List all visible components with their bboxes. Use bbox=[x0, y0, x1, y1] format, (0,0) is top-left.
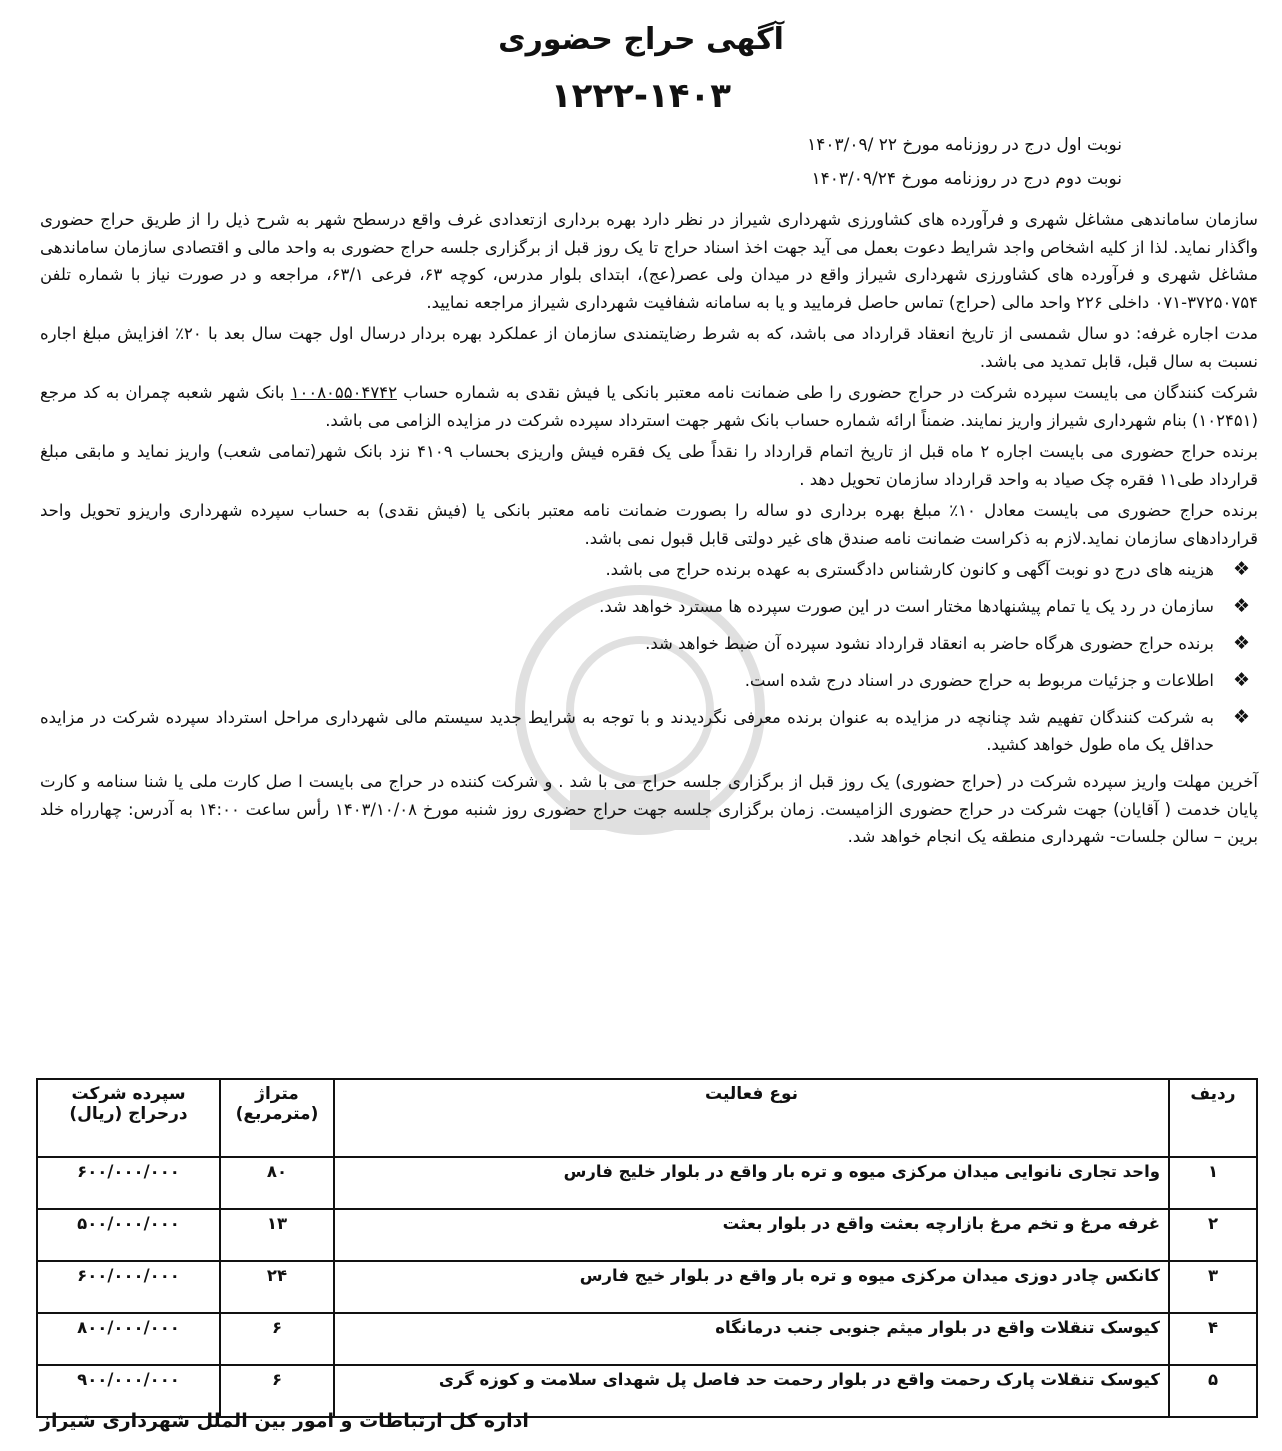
deposit-value: ۹۰۰/۰۰۰/۰۰۰ bbox=[37, 1365, 220, 1417]
activity-type: غرفه مرغ و تخم مرغ بازارچه بعثت واقع در بلوار بعثت bbox=[334, 1209, 1169, 1261]
area-value: ۸۰ bbox=[220, 1157, 334, 1209]
issuer-footer: اداره کل ارتباطات و امور بین الملل شهرداری شیراز bbox=[40, 1410, 529, 1432]
first-publication-date: نوبت اول درج در روزنامه مورخ ۲۲ /۱۴۰۳/۰۹ bbox=[807, 135, 1122, 155]
header-deposit: سپرده شرکت درحراج (ریال) bbox=[37, 1079, 220, 1157]
condition-text: هزینه های درج دو نوبت آگهی و کانون کارشناس دادگستری به عهده برنده حراج می باشد. bbox=[605, 560, 1214, 579]
row-number: ۵ bbox=[1169, 1365, 1257, 1417]
table-row bbox=[37, 1313, 1257, 1365]
area-value: ۶ bbox=[220, 1365, 334, 1417]
diamond-bullet-icon: ❖ bbox=[1232, 669, 1250, 691]
condition-text: سازمان در رد یک یا تمام پیشنهادها مختار است در این صورت سپرده ها مسترد خواهد شد. bbox=[599, 597, 1214, 616]
condition-item bbox=[40, 667, 1258, 694]
deposit-text-end: بانک شهر شعبه چمران به کد مرجع (۱۰۲۴۵۱) بنام شهرداری شیراز واریز نمایند. ضمناً ارائه شماره حساب بانک شهر جهت استرداد سپرده شرکت در مزایده الزامی می باشد. bbox=[40, 383, 1258, 430]
condition-text: به شرکت کنندگان تفهیم شد چنانچه در مزایده به عنوان برنده معرفی نگردیدند و با توجه به شرایط جدید سیستم مالی شهرداری مراحل استرداد سپرده شرکت در مزایده حداقل یک ماه طول خواهد کشید. bbox=[40, 708, 1214, 754]
condition-text: برنده حراج حضوری هرگاه حاضر به انعقاد قرارداد نشود سپرده آن ضبط خواهد شد. bbox=[645, 634, 1214, 653]
header-activity-type: نوع فعالیت bbox=[334, 1079, 1169, 1157]
header-area: متراژ (مترمربع) bbox=[220, 1079, 334, 1157]
announcement-body bbox=[40, 206, 1258, 855]
diamond-bullet-icon: ❖ bbox=[1232, 706, 1250, 728]
condition-item bbox=[40, 556, 1258, 583]
diamond-bullet-icon: ❖ bbox=[1232, 632, 1250, 654]
conditions-list bbox=[40, 556, 1258, 758]
diamond-bullet-icon: ❖ bbox=[1232, 595, 1250, 617]
intro-paragraph: سازمان ساماندهی مشاغل شهری و فرآورده های کشاورزی شهرداری شیراز در نظر دارد بهره برداری ازتعدادی غرف واقع درسطح شهر به شرح ذیل را از طریق حراج حضوری واگذار نماید. لذا از کلیه اشخاص واجد شرایط دعوت بعمل می آید جهت اخذ اسناد حراج تا یک روز قبل از برگزاری جلسه حراج حضوری به واحد مالی و اقتصادی سازمان ساماندهی مشاغل شهری و فرآورده های کشاورزی شهرداری شیراز واقع در میدان ولی عصر(عج)، ابتدای بلوار مدرس، کوچه ۶۳، فرعی ۶۳/۱، مراجعه و در صورت نیاز با شماره تلفن ۳۷۲۵۰۷۵۴-۰۷۱ داخلی ۲۲۶ واحد مالی (حراج) تماس حاصل فرمایید و یا به سامانه شفافیت شهرداری شیراز مراجعه نمایید. bbox=[40, 210, 1258, 312]
diamond-bullet-icon: ❖ bbox=[1232, 558, 1250, 580]
row-number: ۴ bbox=[1169, 1313, 1257, 1365]
second-publication-date: نوبت دوم درج در روزنامه مورخ ۱۴۰۳/۰۹/۲۴ bbox=[811, 169, 1122, 189]
auction-items-table bbox=[36, 1078, 1258, 1418]
activity-type: کیوسک تنقلات واقع در بلوار میثم جنوبی جنب درمانگاه bbox=[334, 1313, 1169, 1365]
deposit-value: ۵۰۰/۰۰۰/۰۰۰ bbox=[37, 1209, 220, 1261]
deposit-value: ۸۰۰/۰۰۰/۰۰۰ bbox=[37, 1313, 220, 1365]
announcement-title: آگهی حراج حضوری bbox=[498, 22, 784, 57]
deposit-value: ۶۰۰/۰۰۰/۰۰۰ bbox=[37, 1157, 220, 1209]
deposit-paragraph bbox=[40, 379, 1258, 434]
condition-item bbox=[40, 630, 1258, 657]
deadline-paragraph: آخرین مهلت واریز سپرده شرکت در (حراج حضوری) یک روز قبل از برگزاری جلسه حراج می با شد . و شرکت کننده در حراج می بایست ا صل کارت ملی یا شنا سنامه و کارت پایان خدمت ( آقایان) جهت شرکت در حراج حضوری الزامیست. زمان برگزاری جلسه جهت حراج حضوری روز شنبه مورخ ۱۴۰۳/۱۰/۰۸ رأس ساعت ۱۴:۰۰ به آدرس: چهارراه خلد برین – سالن جلسات- شهرداری منطقه یک انجام خواهد شد. bbox=[40, 772, 1259, 846]
area-value: ۱۳ bbox=[220, 1209, 334, 1261]
condition-text: اطلاعات و جزئیات مربوط به حراج حضوری در اسناد درج شده است. bbox=[744, 671, 1214, 690]
lease-term-paragraph: مدت اجاره غرفه: دو سال شمسی از تاریخ انعقاد قرارداد می باشد، که به شرط رضایتمندی سازمان از عملکرد بهره بردار درسال اول جهت سال بعد با ۲۰٪ افزایش مبلغ اجاره نسبت به سال قبل، قابل تمدید می باشد. bbox=[40, 324, 1259, 371]
row-number: ۱ bbox=[1169, 1157, 1257, 1209]
deposit-text-start: شرکت کنندگان می بایست سپرده شرکت در حراج حضوری را طی ضمانت نامه معتبر بانکی یا فیش نقدی به شماره حساب bbox=[396, 383, 1258, 402]
deposit-value: ۶۰۰/۰۰۰/۰۰۰ bbox=[37, 1261, 220, 1313]
row-number: ۲ bbox=[1169, 1209, 1257, 1261]
area-value: ۶ bbox=[220, 1313, 334, 1365]
publication-dates bbox=[422, 128, 1122, 196]
activity-type: کانکس چادر دوزی میدان مرکزی میوه و تره بار واقع در بلوار خیج فارس bbox=[334, 1261, 1169, 1313]
payment-terms-paragraph: برنده حراج حضوری می بایست اجاره ۲ ماه قبل از تاریخ اتمام قرارداد را نقداً طی یک فقره فیش واریزی بحساب ۴۱۰۹ نزد بانک شهر(تمامی شعب) واریز نماید و مابقی مبلغ قرارداد طی۱۱ فقره چک صیاد به واحد قرارداد سازمان تحویل دهد . bbox=[40, 442, 1258, 489]
table-row bbox=[37, 1157, 1257, 1209]
table-row bbox=[37, 1261, 1257, 1313]
condition-item bbox=[40, 704, 1258, 758]
activity-type: واحد تجاری نانوایی میدان مرکزی میوه و تره بار واقع در بلوار خلیج فارس bbox=[334, 1157, 1169, 1209]
announcement-number: ۱۲۲۲-۱۴۰۳ bbox=[550, 76, 732, 116]
area-value: ۲۴ bbox=[220, 1261, 334, 1313]
row-number: ۳ bbox=[1169, 1261, 1257, 1313]
activity-type: کیوسک تنقلات پارک رحمت واقع در بلوار رحمت حد فاصل پل شهدای سلامت و کوزه گری bbox=[334, 1365, 1169, 1417]
bank-account-number: ۱۰۰۸۰۵۵۰۴۷۴۲ bbox=[290, 383, 397, 402]
guarantee-paragraph: برنده حراج حضوری می بایست معادل ۱۰٪ مبلغ بهره برداری دو ساله را بصورت ضمانت نامه معتبر بانکی یا (فیش نقدی) به حساب سپرده شهرداری واریزو تحویل واحد قراردادهای سازمان نماید.لازم به ذکراست ضمانت نامه صندق های غیر دولتی قابل قبول نمی باشد. bbox=[40, 501, 1258, 548]
condition-item bbox=[40, 593, 1258, 620]
table-row bbox=[37, 1209, 1257, 1261]
header-row-number: ردیف bbox=[1169, 1079, 1257, 1157]
table-header-row bbox=[37, 1079, 1257, 1157]
